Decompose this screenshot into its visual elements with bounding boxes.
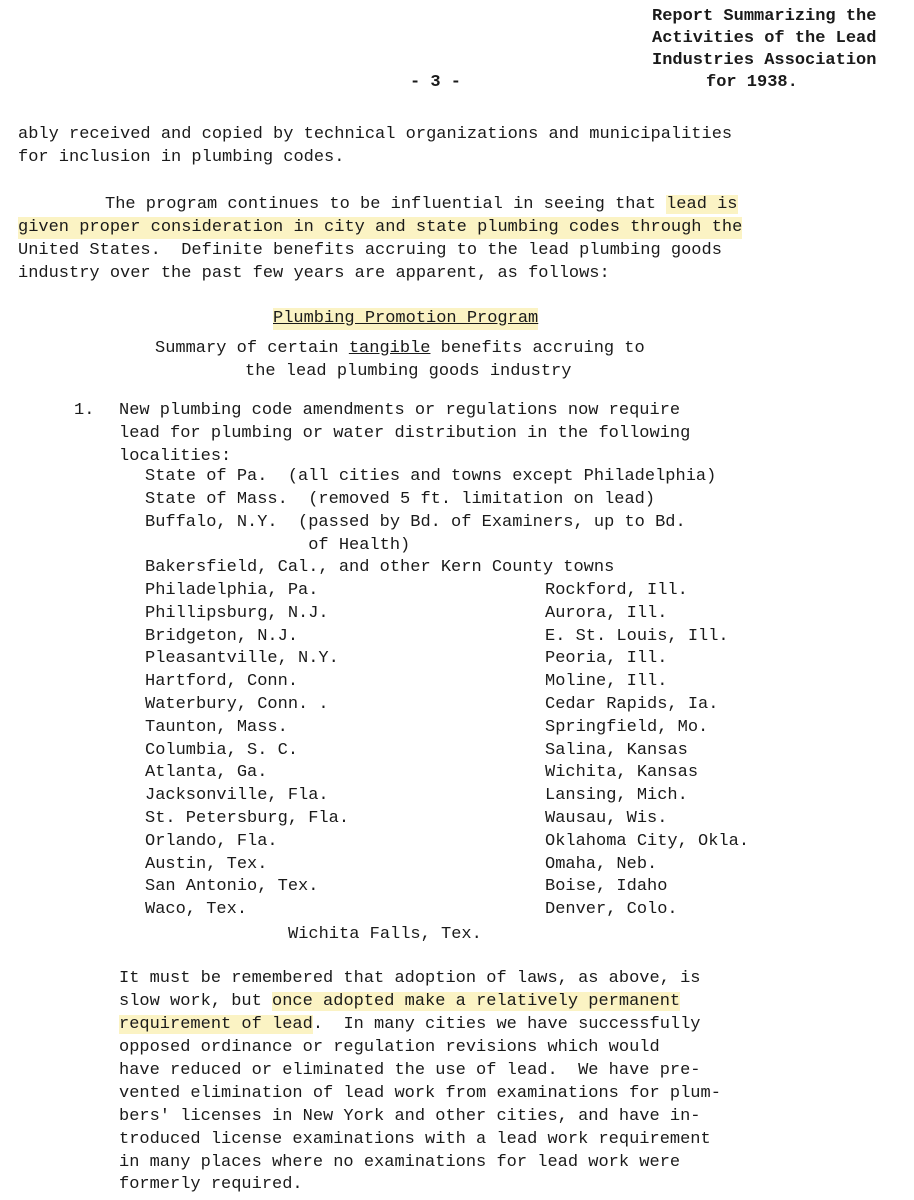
section-title: Plumbing Promotion Program	[273, 309, 539, 328]
city-item: Jacksonville, Fla.	[145, 786, 329, 806]
section-subtitle	[155, 338, 645, 360]
city-item: Omaha, Neb.	[545, 854, 658, 874]
city-item: Wichita Falls, Tex.	[288, 925, 482, 944]
locality-entry: State of Pa. (all cities and towns except Philadelphia)	[145, 467, 717, 486]
paragraph-line: industry over the past few years are apparent, as follows:	[18, 264, 610, 283]
city-item: San Antonio, Tex.	[145, 877, 319, 897]
paragraph-line: formerly required.	[119, 1175, 303, 1194]
report-header	[652, 6, 876, 94]
city-item: Pleasantville, N.Y.	[145, 649, 339, 669]
city-item: Peoria, Ill.	[545, 649, 668, 669]
subtitle-text: Summary of certain	[155, 339, 349, 358]
intro-line: for inclusion in plumbing codes.	[18, 148, 345, 167]
city-item: Bridgeton, N.J.	[145, 626, 299, 646]
city-item: E. St. Louis, Ill.	[545, 626, 729, 646]
report-header-line: Industries Association	[652, 51, 877, 70]
report-header-line: Activities of the Lead	[652, 29, 877, 48]
city-item: Taunton, Mass.	[145, 717, 288, 737]
paragraph-line: United States. Definite benefits accruing to the lead plumbing goods	[18, 241, 722, 260]
city-item: St. Petersburg, Fla.	[145, 808, 350, 828]
list-item-line: localities:	[119, 447, 232, 466]
city-item: Cedar Rapids, Ia.	[545, 694, 719, 714]
section-subtitle: the lead plumbing goods industry	[245, 362, 572, 381]
locality-entry: Bakersfield, Cal., and other Kern County towns	[145, 558, 615, 577]
city-item: Philadelphia, Pa.	[145, 581, 319, 600]
city-item: Denver, Colo.	[545, 900, 678, 920]
cities-right-column	[545, 580, 749, 922]
paragraph-line: troduced license examinations with a lead work requirement	[119, 1130, 711, 1149]
locality-entry: of Health)	[145, 536, 411, 555]
page-number: - 3 -	[410, 73, 462, 92]
city-item: Wausau, Wis.	[545, 808, 668, 828]
city-item: Columbia, S. C.	[145, 740, 299, 760]
highlighted-text: requirement of lead	[119, 1015, 313, 1034]
list-item-line: New plumbing code amendments or regulations now require	[119, 401, 681, 420]
subtitle-text: benefits accruing to	[430, 339, 645, 358]
city-item: Austin, Tex.	[145, 854, 268, 874]
list-number: 1.	[74, 401, 95, 420]
city-item: Atlanta, Ga.	[145, 763, 268, 783]
city-item: Orlando, Fla.	[145, 831, 278, 851]
paragraph-line	[119, 1014, 701, 1036]
paragraph-line: bers' licenses in New York and other cities, and have in-	[119, 1107, 701, 1126]
paragraph-line: have reduced or eliminated the use of lead. We have pre-	[119, 1061, 701, 1080]
paragraph-line: vented elimination of lead work from examinations for plum-	[119, 1084, 721, 1103]
paragraph-text: slow work, but	[119, 992, 273, 1011]
report-header-line: for 1938.	[706, 73, 798, 92]
city-item: Waterbury, Conn. .	[145, 694, 329, 714]
city-item: Moline, Ill.	[545, 672, 668, 692]
locality-entry: State of Mass. (removed 5 ft. limitation on lead)	[145, 490, 656, 509]
city-item: Salina, Kansas	[545, 740, 688, 760]
paragraph-line: opposed ordinance or regulation revisions which would	[119, 1038, 660, 1057]
highlighted-text: given proper consideration in city and state plumbing codes through the	[18, 218, 743, 237]
intro-line: ably received and copied by technical organizations and municipalities	[18, 125, 733, 144]
paragraph-line	[119, 991, 680, 1013]
city-item: Springfield, Mo.	[545, 717, 709, 737]
paragraph-text: . In many cities we have successfully	[312, 1015, 701, 1034]
city-item: Waco, Tex.	[145, 900, 248, 920]
paragraph-text: The program continues to be influential in seeing that	[105, 195, 667, 214]
city-item: Hartford, Conn.	[145, 672, 299, 692]
highlighted-text: once adopted make a relatively permanent	[272, 992, 681, 1011]
report-header-line: Report Summarizing the	[652, 7, 877, 26]
city-item: Aurora, Ill.	[545, 603, 668, 623]
paragraph-line	[18, 194, 738, 216]
highlighted-text: lead is	[666, 195, 738, 214]
list-item-line: lead for plumbing or water distribution in the following	[119, 424, 691, 443]
city-item: Lansing, Mich.	[545, 786, 688, 806]
city-item: Phillipsburg, N.J.	[145, 603, 329, 623]
city-item: Wichita, Kansas	[545, 763, 699, 783]
city-item: Oklahoma City, Okla.	[545, 831, 750, 851]
city-item: Boise, Idaho	[545, 877, 668, 897]
subtitle-emphasis: tangible	[348, 339, 431, 358]
paragraph-line: in many places where no examinations for lead work were	[119, 1153, 681, 1172]
city-item: Rockford, Ill.	[545, 581, 688, 600]
cities-left-column	[145, 580, 349, 922]
locality-entry: Buffalo, N.Y. (passed by Bd. of Examiners, up to Bd.	[145, 513, 686, 532]
paragraph-line: It must be remembered that adoption of laws, as above, is	[119, 969, 701, 988]
